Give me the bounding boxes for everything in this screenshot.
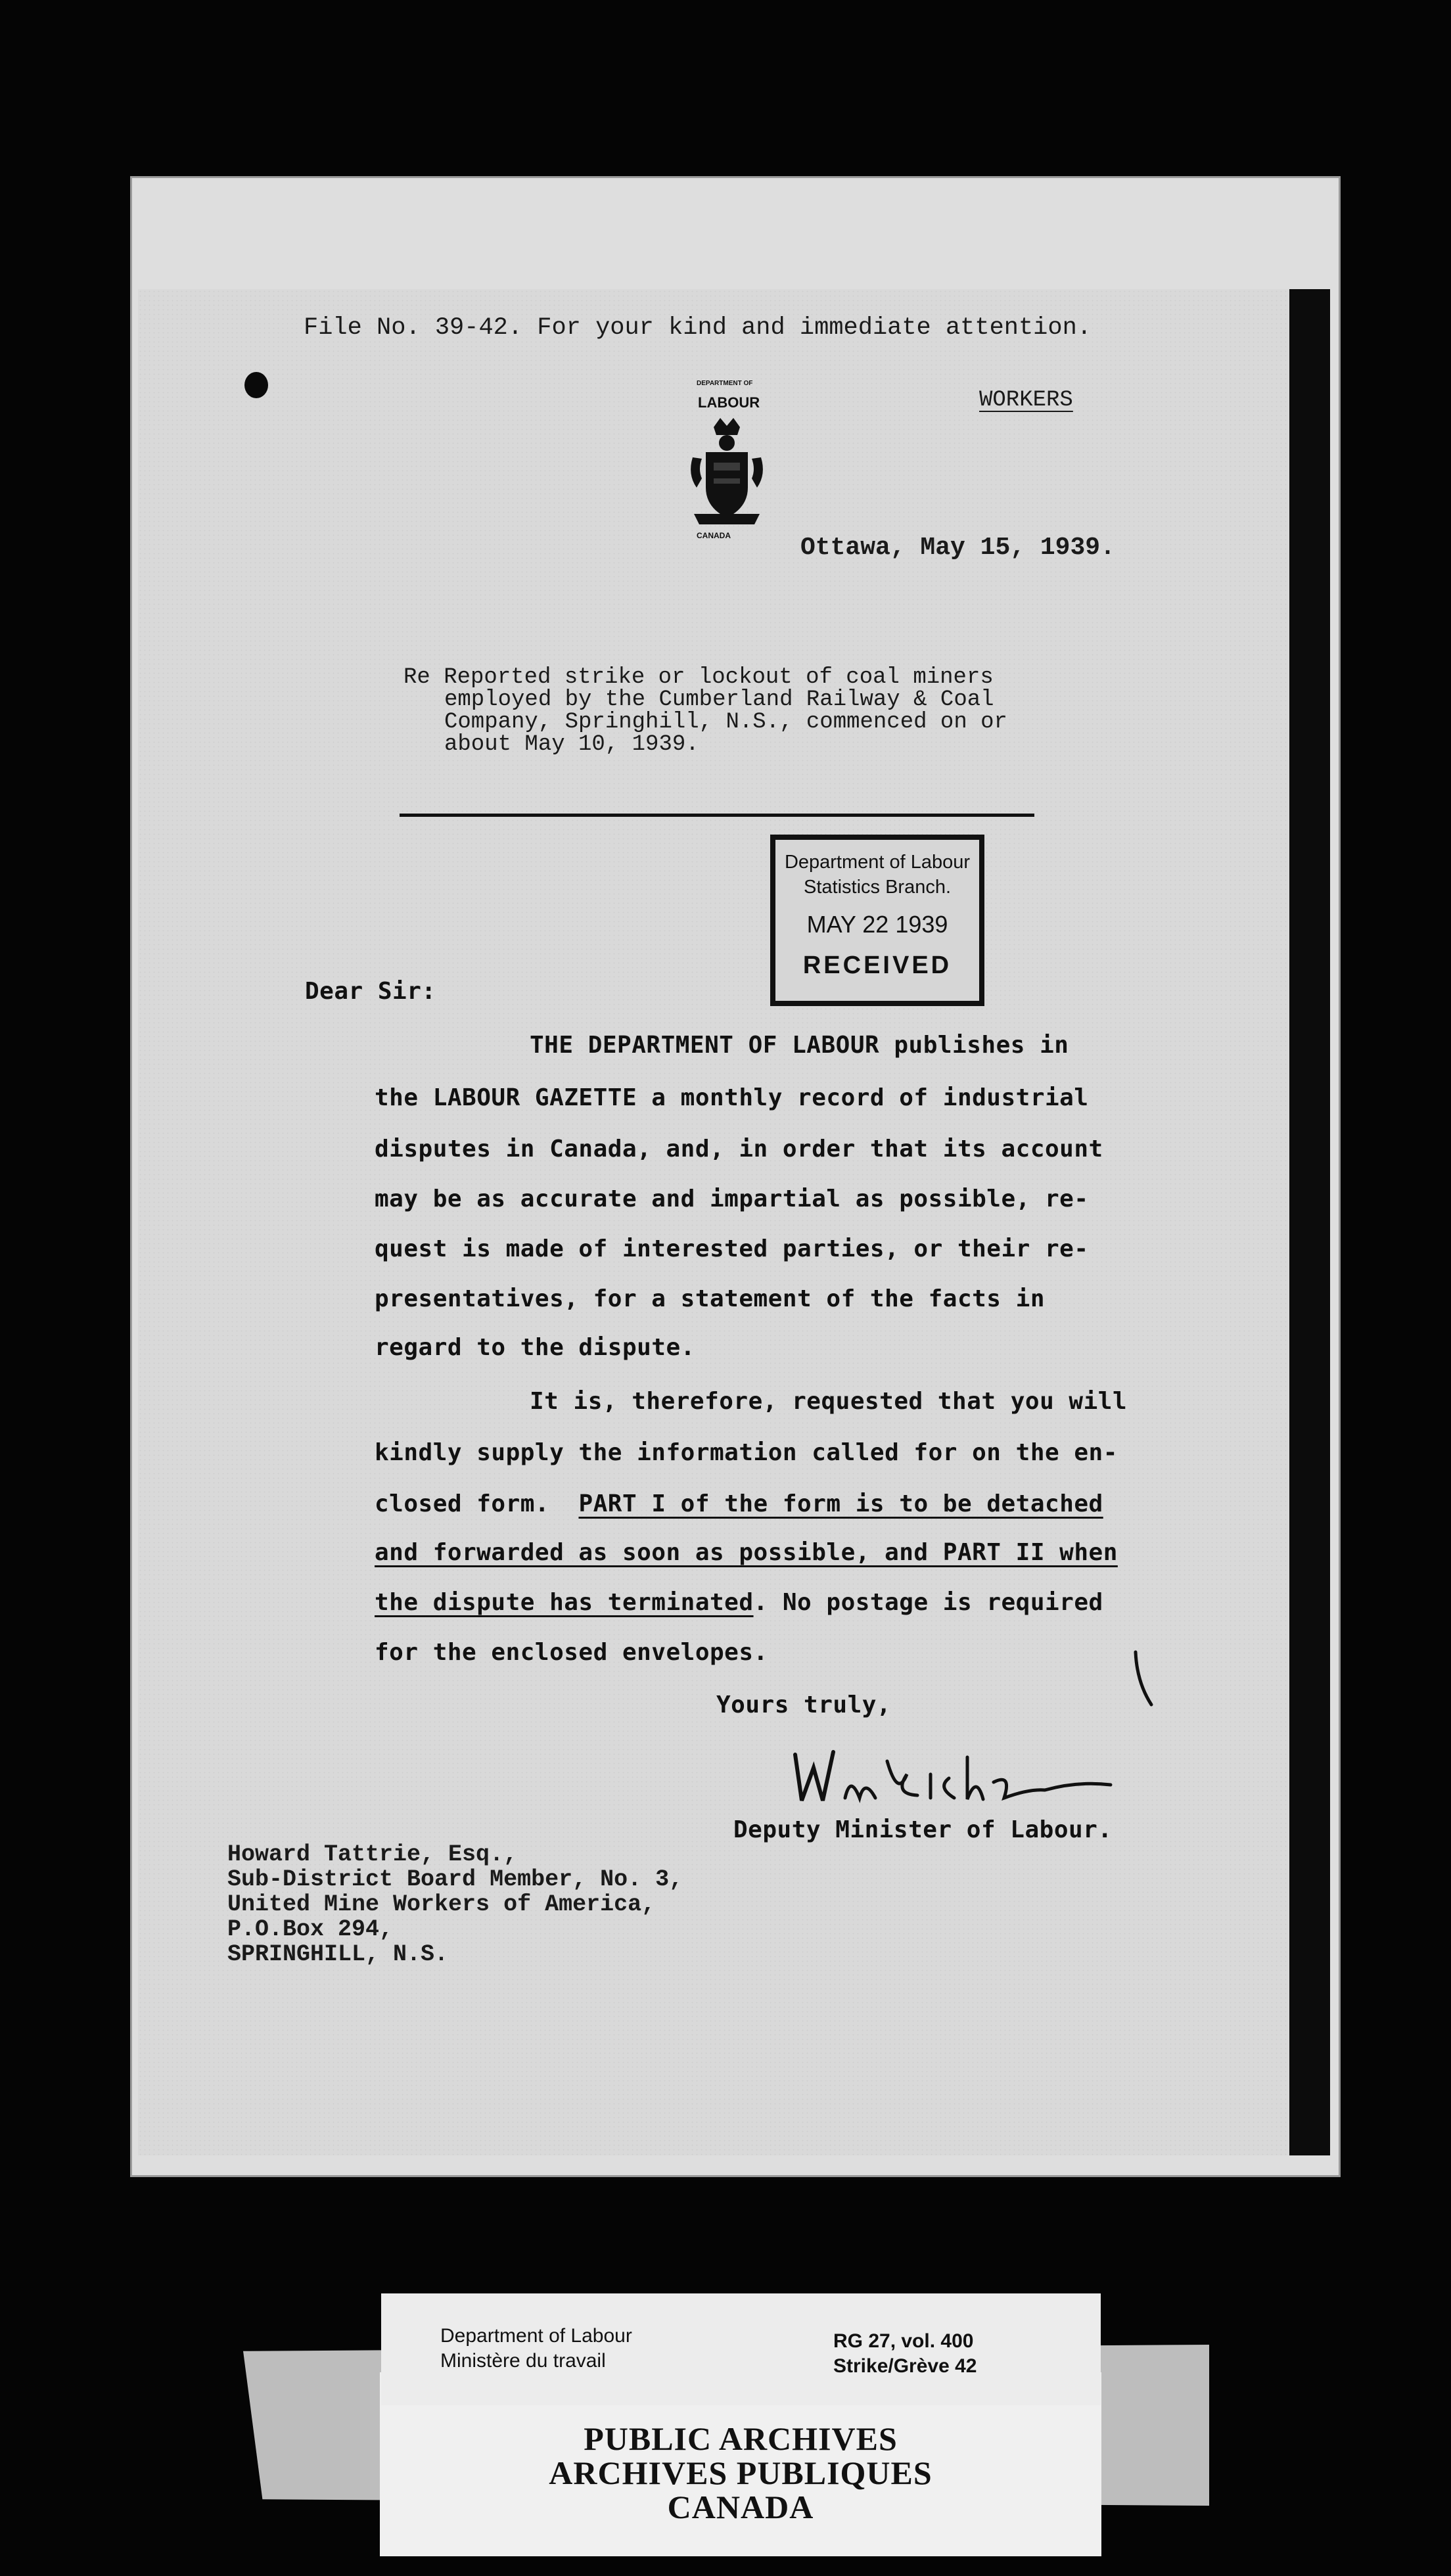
part1-instruction: PART I of the form is to be detached [578, 1490, 1103, 1517]
para1-line-2: the LABOUR GAZETTE a monthly record of industrial [375, 1084, 1089, 1111]
margin-pen-mark [1129, 1649, 1155, 1709]
stamp-status: RECEIVED [802, 952, 952, 979]
dept-english: Department of Labour [440, 2325, 632, 2347]
para1-line-3: disputes in Canada, and, in order that its account [375, 1136, 1103, 1162]
para2-line-4: and forwarded as soon as possible, and PART II when [375, 1539, 1118, 1566]
para2-line-2: kindly supply the information called for on the en- [375, 1439, 1118, 1466]
para2-line-5 [375, 1589, 1103, 1616]
subject-line-3: Company, Springhill, N.S., commenced on or [444, 710, 1007, 735]
canada-coat-of-arms-icon [682, 415, 772, 527]
address-line-3: United Mine Workers of America, [227, 1891, 656, 1918]
para1-line-6: presentatives, for a statement of the facts in [375, 1285, 1045, 1312]
archive-reference-strip [381, 2293, 1101, 2405]
received-stamp [770, 835, 984, 1006]
para2-line-3-start: closed form. [375, 1490, 550, 1517]
subject-line-1: Re Reported strike or lockout of coal miners [403, 665, 994, 690]
address-line-1: Howard Tattrie, Esq., [227, 1841, 518, 1868]
para2-line-3 [375, 1490, 1103, 1517]
archives-line-1: PUBLIC ARCHIVES [584, 2420, 898, 2457]
crest-country-label: CANADA [697, 531, 731, 540]
stamp-line-2: Statistics Branch. [803, 877, 952, 898]
para1-line-7: regard to the dispute. [375, 1334, 695, 1361]
crest-dept-label: LABOUR [698, 394, 760, 411]
subject-line-2: employed by the Cumberland Railway & Coal [444, 687, 994, 712]
address-line-5: SPRINGHILL, N.S. [227, 1941, 449, 1967]
place-date: Ottawa, May 15, 1939. [800, 534, 1115, 562]
para1-line-1: THE DEPARTMENT OF LABOUR publishes in [530, 1032, 1069, 1059]
part2-instruction: the dispute has terminated [375, 1589, 754, 1616]
closing: Yours truly, [716, 1691, 892, 1718]
para2-line-1: It is, therefore, requested that you will [530, 1388, 1128, 1415]
strike-number: Strike/Grève 42 [833, 2355, 977, 2377]
para2-line-6: for the enclosed envelopes. [375, 1639, 768, 1666]
subject-divider [400, 814, 1034, 817]
stamp-date: MAY 22 1939 [806, 911, 948, 938]
archives-line-2: ARCHIVES PUBLIQUES [549, 2454, 933, 2491]
address-line-4: P.O.Box 294, [227, 1916, 394, 1943]
address-line-2: Sub-District Board Member, No. 3, [227, 1866, 683, 1893]
archives-line-3: CANADA [667, 2489, 814, 2525]
para1-line-4: may be as accurate and impartial as possible, re- [375, 1185, 1089, 1212]
handwritten-signature [782, 1735, 1124, 1820]
salutation: Dear Sir: [305, 978, 436, 1005]
crest-dept-small: DEPARTMENT OF [697, 380, 753, 387]
signature-title: Deputy Minister of Labour. [733, 1816, 1113, 1843]
workers-tag: WORKERS [979, 388, 1073, 413]
subject-line-4: about May 10, 1939. [444, 732, 699, 757]
record-group-ref: RG 27, vol. 400 [833, 2330, 974, 2352]
file-note: File No. 39-42. For your kind and immediate attention. [304, 314, 1092, 342]
para1-line-5: quest is made of interested parties, or their re- [375, 1235, 1089, 1262]
dept-french: Ministère du travail [440, 2350, 606, 2372]
postage-note: . No postage is required [753, 1589, 1103, 1616]
stamp-line-1: Department of Labour [784, 852, 971, 873]
page-shadow-edge [1289, 289, 1330, 2155]
punch-hole [244, 372, 268, 398]
